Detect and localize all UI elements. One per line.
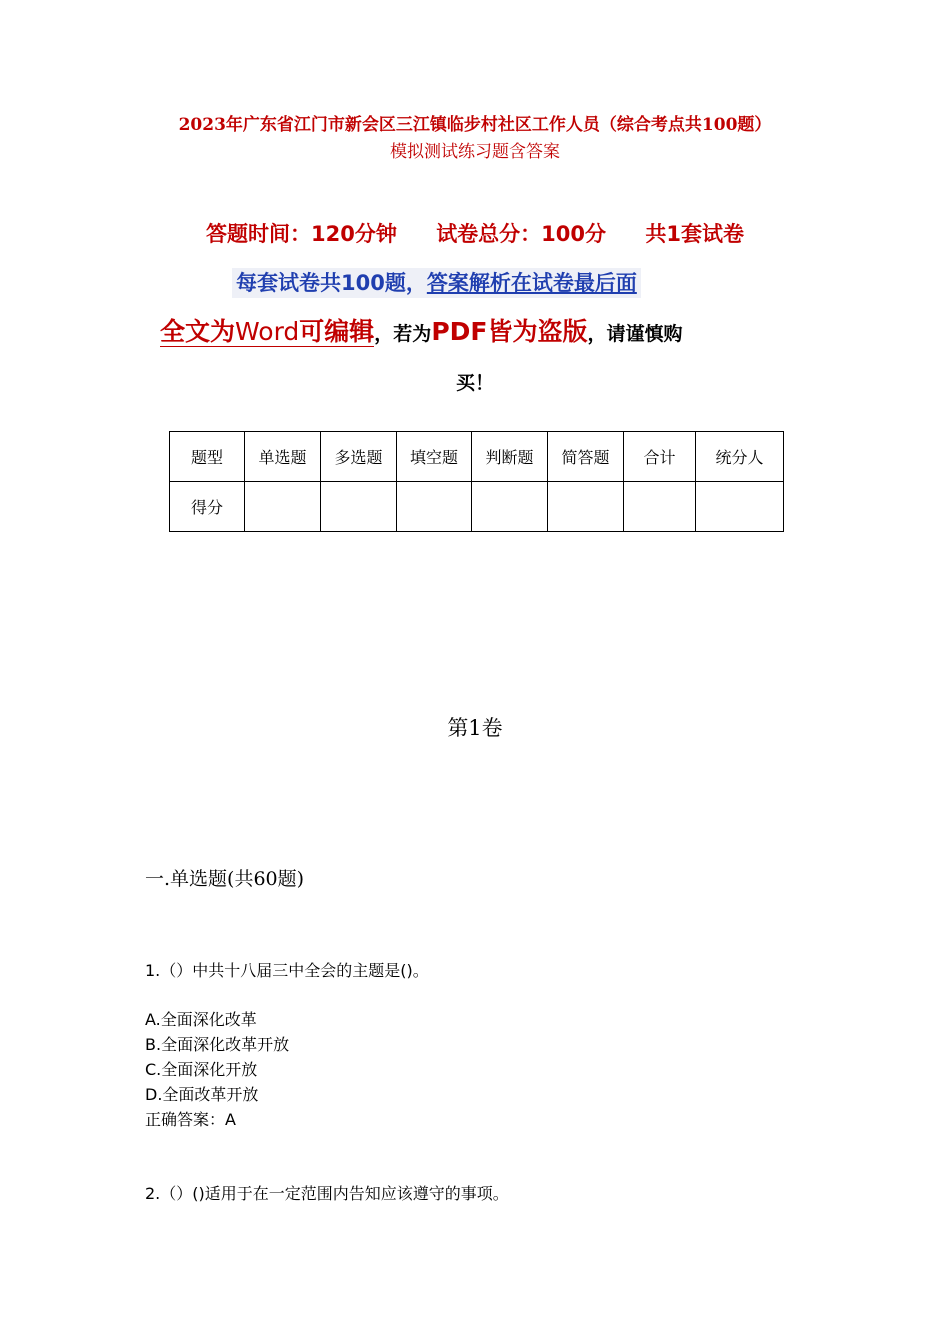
answer-label: 正确答案： bbox=[145, 1110, 226, 1129]
score-cell-grader[interactable] bbox=[696, 482, 784, 532]
warning-word: Word bbox=[235, 317, 300, 346]
promo-text-1: 每套试卷共100题， bbox=[236, 271, 427, 295]
score-header-cell: 合计 bbox=[624, 432, 696, 482]
warning-a: 全文为 bbox=[160, 317, 236, 346]
score-header-cell: 填空题 bbox=[397, 432, 472, 482]
answer-value: A bbox=[225, 1110, 236, 1129]
score-cell-single[interactable] bbox=[245, 482, 321, 532]
exam-info bbox=[0, 218, 950, 248]
score-row-label: 得分 bbox=[170, 482, 245, 532]
question-2-stem: 2.（）()适用于在一定范围内告知应该遵守的事项。 bbox=[145, 1184, 509, 1203]
score-table bbox=[169, 431, 784, 532]
score-table-header-row bbox=[170, 432, 784, 482]
score-header-cell: 单选题 bbox=[245, 432, 321, 482]
score-header-cell: 统分人 bbox=[696, 432, 784, 482]
score-cell-short[interactable] bbox=[548, 482, 624, 532]
score-cell-total[interactable] bbox=[624, 482, 696, 532]
score-cell-fill[interactable] bbox=[397, 482, 472, 532]
warning-tail: 买！ bbox=[455, 372, 494, 394]
question-1-stem: 1.（）中共十八届三中全会的主题是()。 bbox=[145, 961, 429, 980]
score-header-cell: 判断题 bbox=[472, 432, 548, 482]
document-subtitle: 模拟测试练习题含答案 bbox=[390, 142, 560, 162]
piracy-warning bbox=[160, 312, 682, 355]
score-header-cell: 简答题 bbox=[548, 432, 624, 482]
score-cell-judge[interactable] bbox=[472, 482, 548, 532]
question-1-option-b: B.全面深化改革开放 bbox=[145, 1035, 290, 1054]
promo-text-2: 答案解析在试卷最后面 bbox=[426, 271, 637, 295]
score-header-cell: 题型 bbox=[170, 432, 245, 482]
question-1-option-c: C.全面深化开放 bbox=[145, 1060, 258, 1079]
promo-banner bbox=[232, 268, 641, 298]
question-1-answer bbox=[145, 1107, 236, 1130]
exam-time: 答题时间：120分钟 bbox=[206, 222, 397, 246]
exam-total-score: 试卷总分：100分 bbox=[436, 222, 607, 246]
document-title: 2023年广东省江门市新会区三江镇临步村社区工作人员（综合考点共100题） bbox=[178, 115, 772, 135]
question-1-option-a: A.全面深化改革 bbox=[145, 1010, 257, 1029]
exam-set-count: 共1套试卷 bbox=[645, 222, 744, 246]
score-table-score-row bbox=[170, 482, 784, 532]
warning-d: ，请谨慎购 bbox=[587, 323, 683, 345]
score-header-cell: 多选题 bbox=[321, 432, 397, 482]
score-cell-multiple[interactable] bbox=[321, 482, 397, 532]
section-heading: 一.单选题(共60题) bbox=[145, 868, 305, 890]
warning-pdf: PDF皆为盗版 bbox=[431, 317, 588, 346]
warning-b: 可编辑 bbox=[299, 317, 375, 346]
warning-c: ，若为 bbox=[374, 323, 432, 345]
volume-heading: 第1卷 bbox=[447, 716, 503, 740]
question-1-option-d: D.全面改革开放 bbox=[145, 1085, 259, 1104]
